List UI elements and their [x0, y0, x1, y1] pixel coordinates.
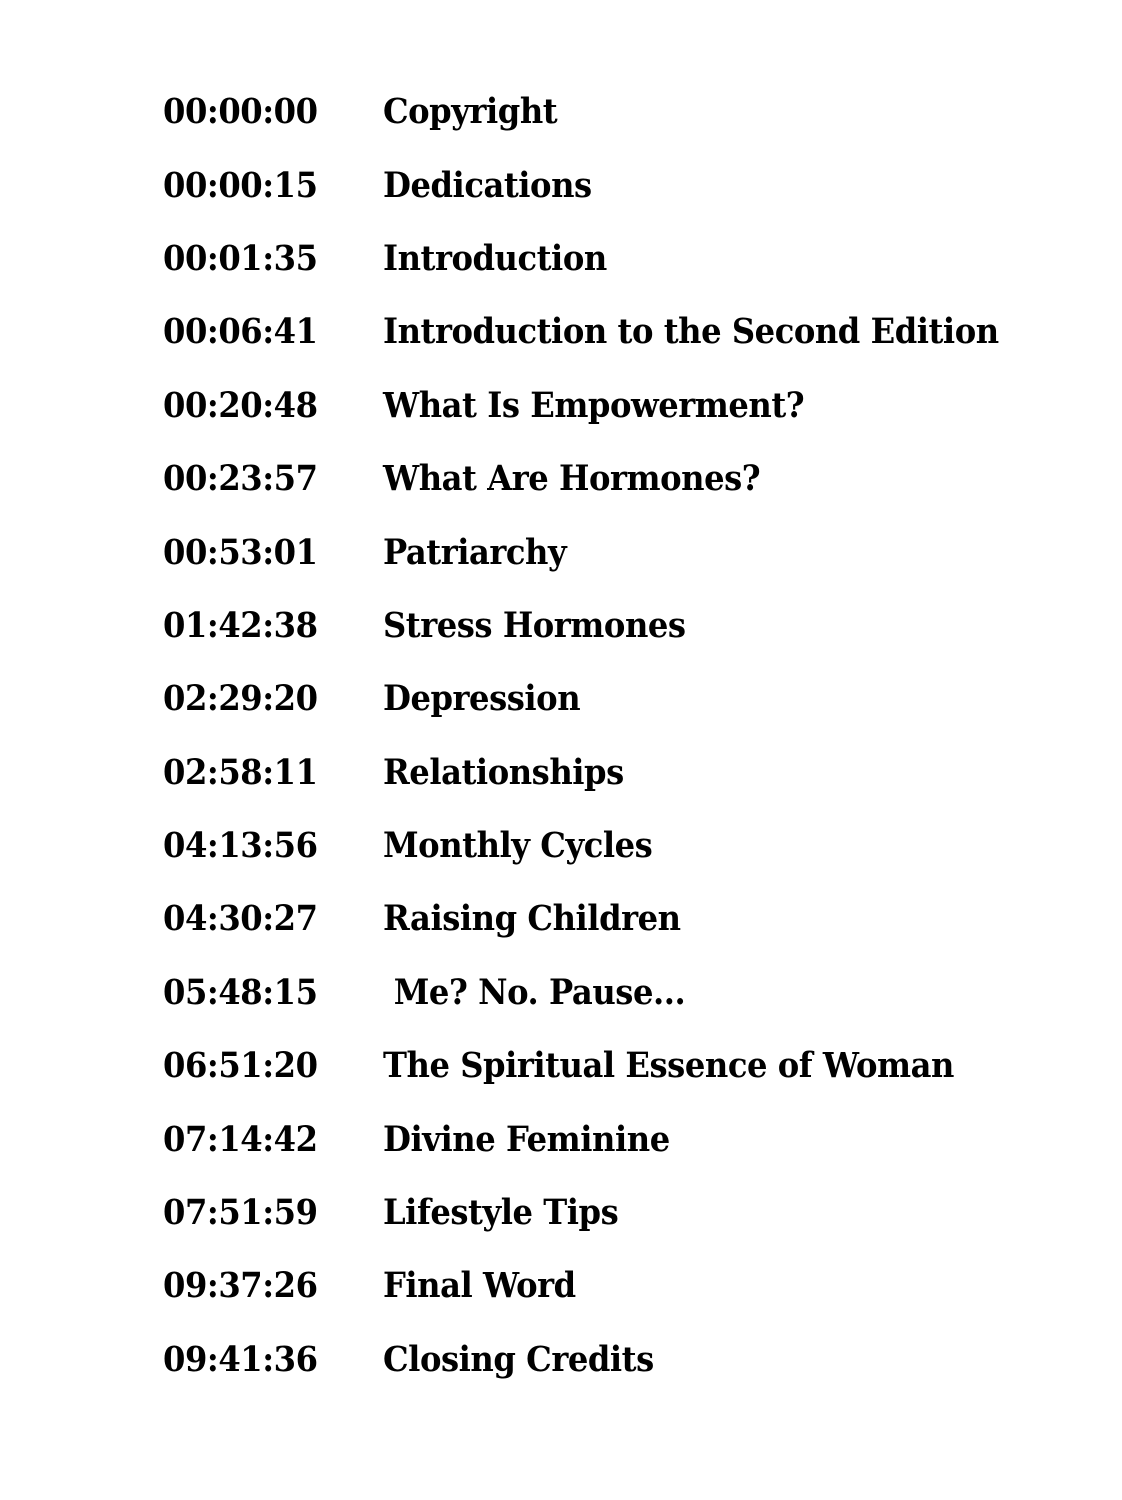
chapter-title: Monthly Cycles — [383, 825, 653, 867]
chapter-title: Introduction — [383, 237, 607, 279]
chapter-row — [0, 515, 1122, 588]
chapter-row — [0, 1176, 1122, 1249]
chapter-title: Lifestyle Tips — [383, 1192, 619, 1234]
chapter-title: Introduction to the Second Edition — [383, 311, 999, 353]
chapter-timestamp: 09:41:36 — [163, 1338, 318, 1380]
chapter-title: Me? No. Pause... — [383, 971, 686, 1013]
chapter-timestamp: 07:14:42 — [163, 1118, 318, 1160]
chapter-title: Depression — [383, 678, 581, 720]
chapter-row — [0, 1323, 1122, 1396]
chapter-timestamp: 02:29:20 — [163, 678, 318, 720]
chapter-timestamp: 07:51:59 — [163, 1192, 318, 1234]
chapter-timestamp: 09:37:26 — [163, 1265, 318, 1307]
chapter-title: The Spiritual Essence of Woman — [383, 1045, 954, 1087]
chapter-timestamp: 05:48:15 — [163, 971, 318, 1013]
chapter-row — [0, 222, 1122, 295]
chapter-row — [0, 809, 1122, 882]
chapter-row — [0, 736, 1122, 809]
chapter-timestamp: 00:00:00 — [163, 91, 318, 133]
chapter-timestamp: 06:51:20 — [163, 1045, 318, 1087]
chapter-title: Copyright — [383, 91, 558, 133]
chapter-timestamp: 01:42:38 — [163, 604, 318, 646]
chapter-title: Closing Credits — [383, 1338, 654, 1380]
chapter-row — [0, 882, 1122, 955]
chapter-timestamp: 00:23:57 — [163, 458, 318, 500]
chapter-row — [0, 1249, 1122, 1322]
chapter-title: What Is Empowerment? — [383, 384, 805, 426]
chapter-timestamp: 00:20:48 — [163, 384, 318, 426]
chapter-row — [0, 148, 1122, 221]
chapter-row — [0, 956, 1122, 1029]
chapter-title: What Are Hormones? — [383, 458, 761, 500]
chapter-timestamp: 00:06:41 — [163, 311, 318, 353]
chapter-row — [0, 1029, 1122, 1102]
chapter-title: Raising Children — [383, 898, 681, 940]
chapter-timestamp: 00:01:35 — [163, 237, 318, 279]
chapter-title: Stress Hormones — [383, 604, 686, 646]
chapter-row — [0, 589, 1122, 662]
chapter-row — [0, 295, 1122, 368]
chapter-row — [0, 75, 1122, 148]
chapter-title: Relationships — [383, 751, 624, 793]
chapter-timestamp: 02:58:11 — [163, 751, 318, 793]
chapter-row — [0, 369, 1122, 442]
chapter-row — [0, 442, 1122, 515]
chapter-title: Patriarchy — [383, 531, 567, 573]
chapter-row — [0, 662, 1122, 735]
chapter-row — [0, 1102, 1122, 1175]
chapter-timestamp: 00:00:15 — [163, 164, 318, 206]
chapter-title: Divine Feminine — [383, 1118, 670, 1160]
chapter-timestamp: 04:13:56 — [163, 825, 318, 867]
chapter-title: Dedications — [383, 164, 592, 206]
chapter-title: Final Word — [383, 1265, 576, 1307]
chapter-timestamp: 04:30:27 — [163, 898, 318, 940]
chapter-timestamp: 00:53:01 — [163, 531, 318, 573]
